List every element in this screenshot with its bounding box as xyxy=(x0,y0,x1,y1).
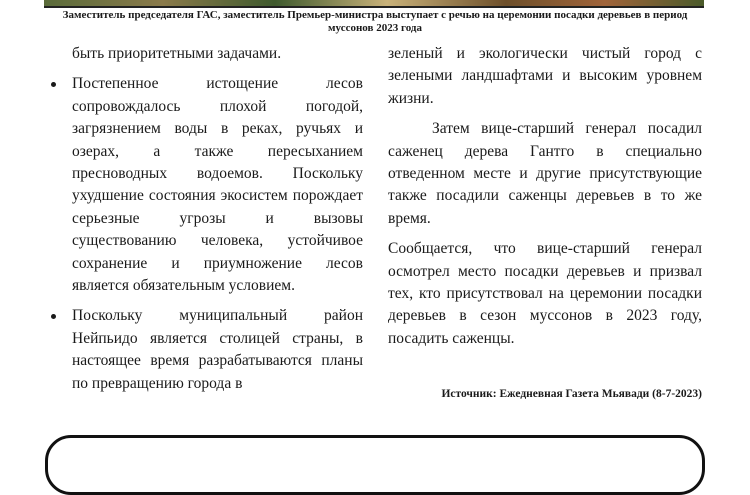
source-credit: Источник: Ежедневная Газета Мьявади (8-7-2023) xyxy=(441,388,702,400)
continued-paragraph: зеленый и экологически чистый город с зелеными ландшафтами и высоким уровнем жизни. xyxy=(388,45,702,107)
paragraph-inspection: Сообщается, что вице-старший генерал осмотрел место посадки деревьев и призвал тех, кто присутствовал на церемонии посадки деревьев в сезон муссонов в 2023 году, посадить саженцы. xyxy=(388,240,702,347)
bullet-item-forests: Постепенное истощение лесов сопровождалось плохой погодой, загрязнением воды в реках, ручьях и озерах, а также пересыханием пресноводных водоемов. Поскольку ухудшение состояния экосистем порождает серьезные угрозы и вызовы существованию человека, устойчивое сохранение и приумножение лесов является обязательным условием. xyxy=(72,73,363,297)
photo-caption: Заместитель председателя ГАС, заместитель Премьер-министра выступает с речью на церемонии посадки деревьев в период муссонов 2023 года xyxy=(62,9,688,34)
continued-paragraph: быть приоритетными задачами. xyxy=(72,45,282,62)
bullet-item-naypyidaw: Поскольку муниципальный район Нейпьидо является столицей страны, в настоящее время разрабатываются планы по превращению города в xyxy=(72,305,363,395)
paragraph-planting: Затем вице-старший генерал посадил саженец дерева Гантго в специально отведенном месте и другие присутствующие также посадили саженцы деревьев в то же время. xyxy=(388,120,702,227)
left-column xyxy=(72,43,363,395)
right-column xyxy=(388,43,702,350)
article-photo xyxy=(44,0,704,8)
bottom-frame xyxy=(45,435,705,495)
